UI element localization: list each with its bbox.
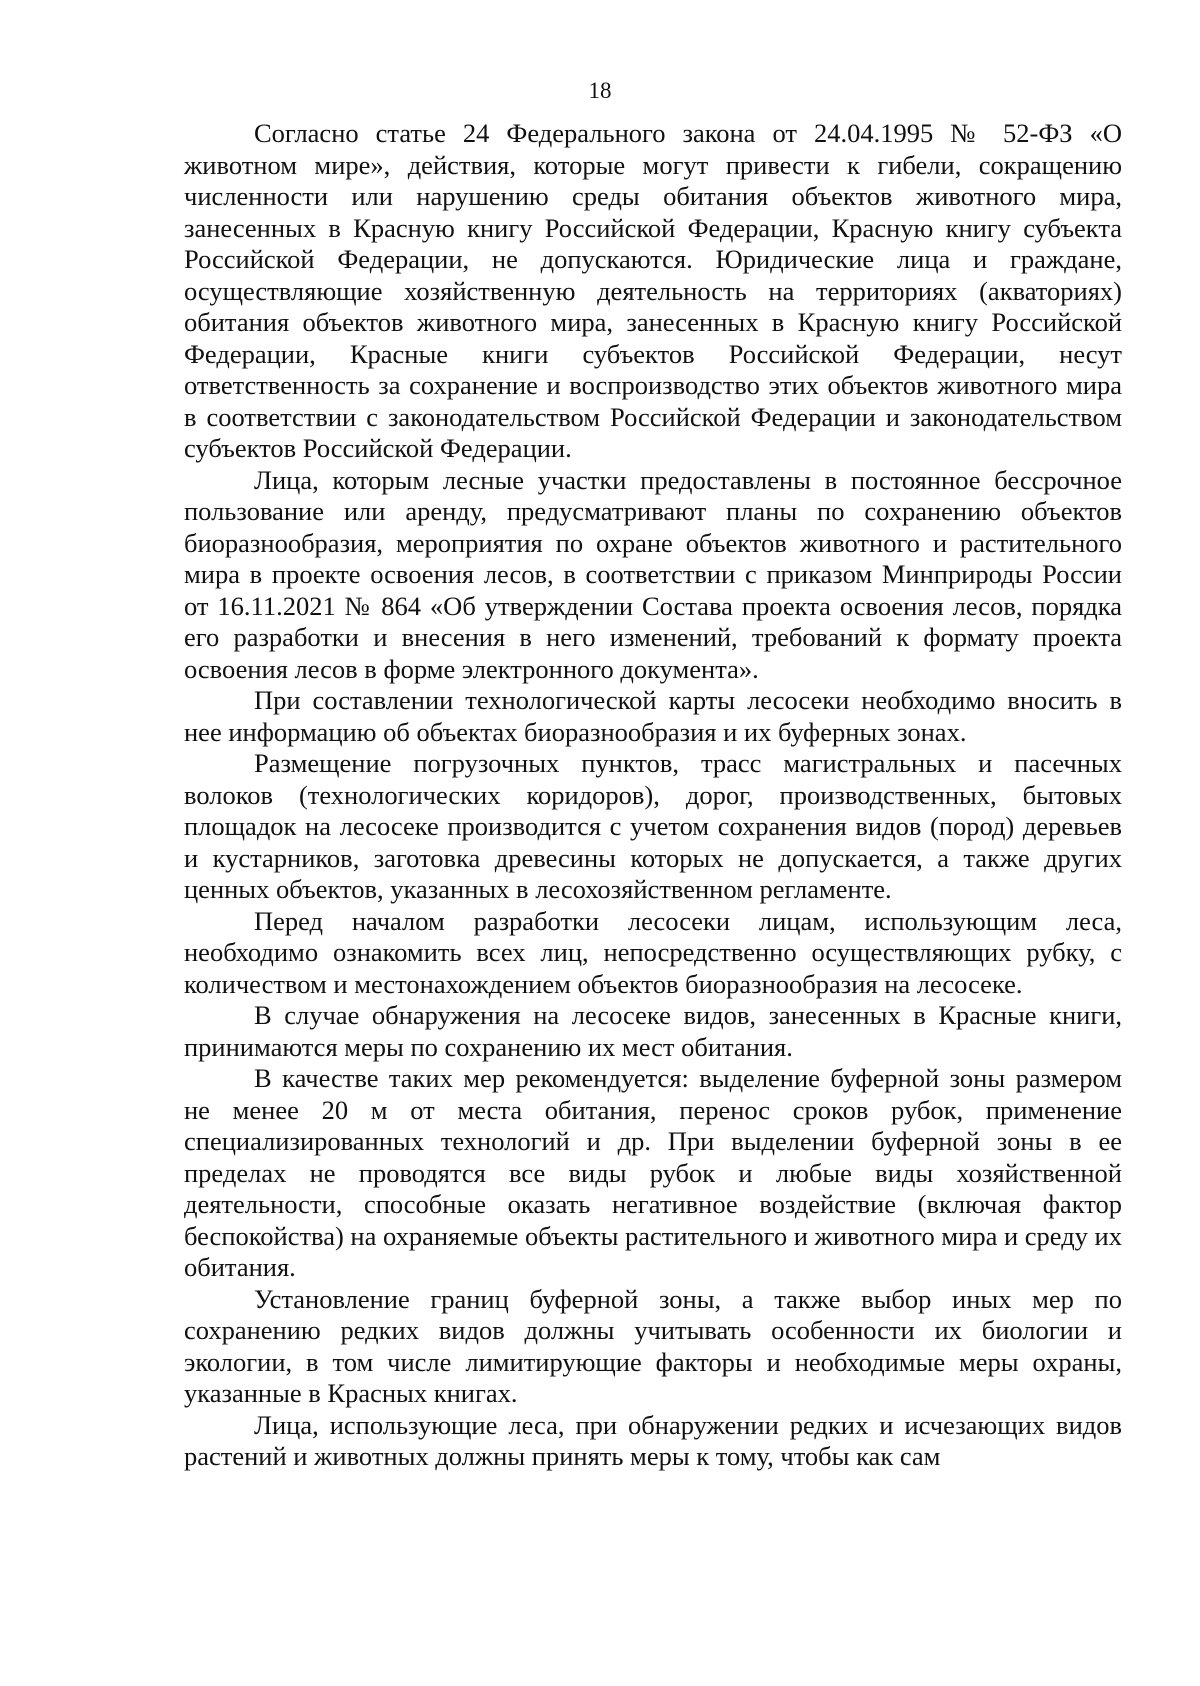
page-number: 18 (588, 78, 612, 103)
body-text (184, 118, 1122, 1473)
paragraph: Лица, которым лесные участки предоставлены в постоянное бессрочное пользование или аренду, предусматривают планы по сохранению объектов биоразнообразия, мероприятия по охране объектов животного и растительного мира в проекте освоения лесов, в соответствии с приказом Минприроды России от 16.11.2021 № 864 «Об утверждении Состава проекта освоения лесов, порядка его разработки и внесения в него изменений, требований к формату проекта освоения лесов в форме электронного документа». (184, 464, 1122, 684)
paragraph: Лица, использующие леса, при обнаружении редких и исчезающих видов растений и животных должны принять меры к тому, чтобы как сам (184, 1409, 1122, 1471)
paragraph: Установление границ буферной зоны, а также выбор иных мер по сохранению редких видов должны учитывать особенности их биологии и экологии, в том числе лимитирующие факторы и необходимые меры охраны, указанные в Красных книгах. (184, 1283, 1122, 1408)
paragraph: Перед началом разработки лесосеки лицам, использующим леса, необходимо ознакомить всех лиц, непосредственно осуществляющих рубку, с количеством и местонахождением объектов биоразнообразия на лесосеке. (184, 905, 1122, 999)
paragraph: В качестве таких мер рекомендуется: выделение буферной зоны размером не менее 20 м от места обитания, перенос сроков рубок, применение специализированных технологий и др. При выделении буферной зоны в ее пределах не проводятся все виды рубок и любые виды хозяйственной деятельности, способные оказать негативное воздействие (включая фактор беспокойства) на охраняемые объекты растительного и животного мира и среду их обитания. (184, 1063, 1122, 1282)
paragraph: Размещение погрузочных пунктов, трасс магистральных и пасечных волоков (технологических коридоров), дорог, производственных, бытовых площадок на лесосеке производится с учетом сохранения видов (пород) деревьев и кустарников, заготовка древесины которых не допускается, а также других ценных объектов, указанных в лесохозяйственном регламенте. (184, 748, 1122, 904)
paragraph: В случае обнаружения на лесосеке видов, занесенных в Красные книги, принимаются меры по сохранению их мест обитания. (184, 1000, 1122, 1062)
paragraph: При составлении технологической карты лесосеки необходимо вносить в нее информацию об объектах биоразнообразия и их буферных зонах. (184, 685, 1122, 747)
paragraph: Согласно статье 24 Федерального закона от 24.04.1995 № 52-ФЗ «О животном мире», действия, которые могут привести к гибели, сокращению численности или нарушению среды обитания объектов животного мира, занесенных в Красную книгу Российской Федерации, Красную книгу субъекта Российской Федерации, не допускаются. Юридические лица и граждане, осуществляющие хозяйственную деятельность на территориях (акваториях) обитания объектов животного мира, занесенных в Красную книгу Российской Федерации, Красные книги субъектов Российской Федерации, несут ответственность за сохранение и воспроизводство этих объектов животного мира в соответствии с законодательством Российской Федерации и законодательством субъектов Российской Федерации. (184, 118, 1122, 463)
